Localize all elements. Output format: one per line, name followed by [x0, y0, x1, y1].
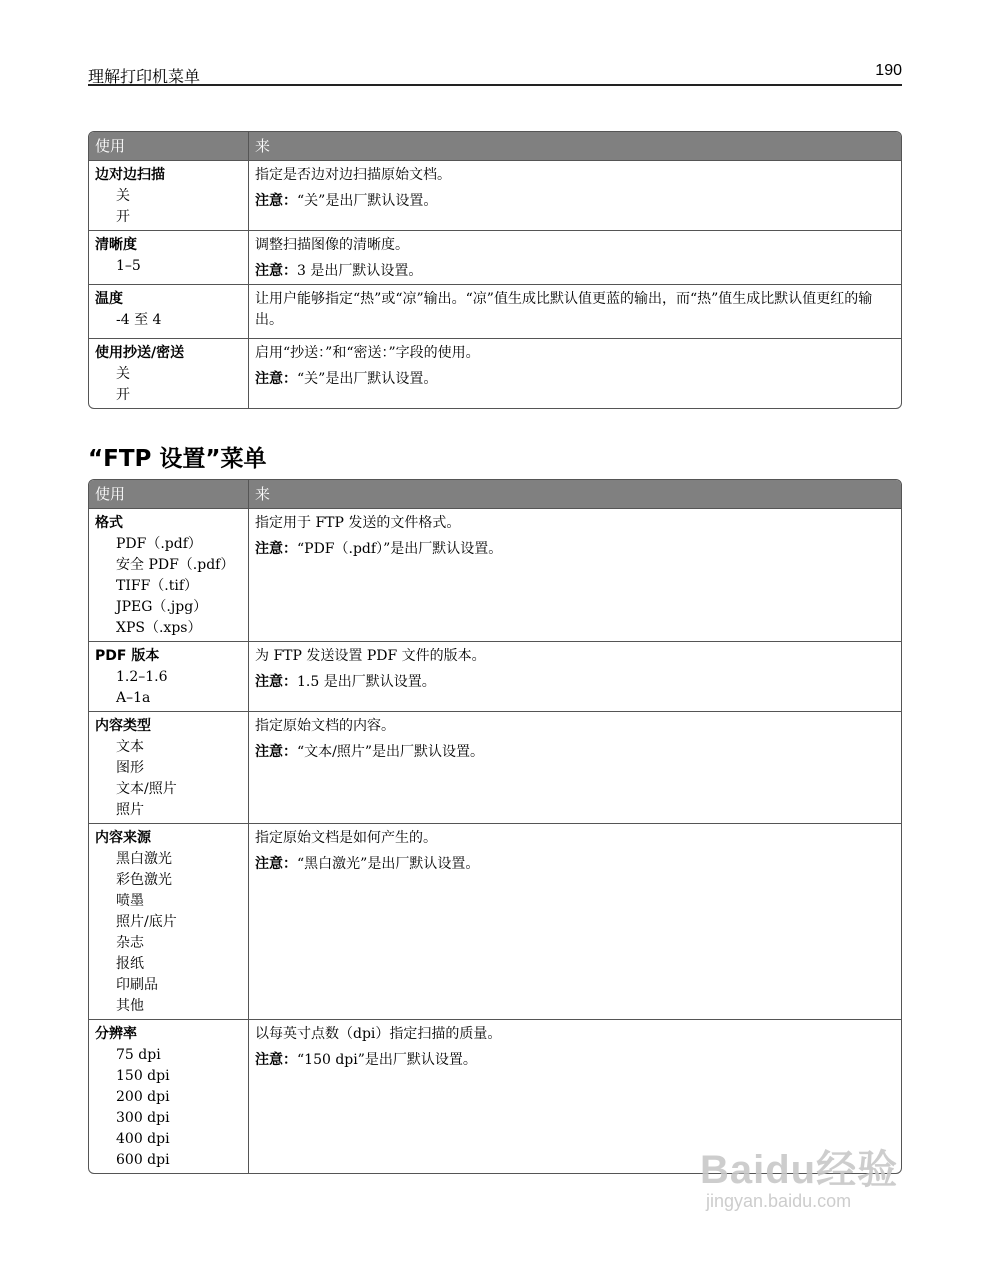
note-label: 注意： — [255, 744, 297, 760]
setting-option: 150 dpi — [116, 1068, 170, 1084]
setting-description: 指定是否边对边扫描原始文档。 — [255, 167, 451, 183]
setting-option: 文本 — [116, 739, 144, 755]
setting-option: 报纸 — [116, 956, 144, 972]
note-label: 注意： — [255, 193, 297, 209]
table-row — [89, 230, 901, 284]
setting-cell — [89, 642, 249, 711]
setting-option: 关 — [116, 188, 130, 204]
setting-note — [255, 854, 895, 875]
table-row — [89, 160, 901, 230]
setting-cell — [89, 824, 249, 1019]
table-row — [89, 641, 901, 711]
setting-option: 400 dpi — [116, 1131, 170, 1147]
setting-option: 600 dpi — [116, 1152, 170, 1168]
setting-option: 开 — [116, 387, 130, 403]
setting-label: 边对边扫描 — [95, 167, 165, 183]
description-cell — [249, 509, 901, 641]
setting-option: 关 — [116, 366, 130, 382]
column-header-use: 使用 — [89, 132, 249, 160]
setting-option: 安全 PDF（.pdf） — [116, 557, 235, 573]
column-header-to: 来 — [255, 137, 271, 155]
setting-option: TIFF（.tif） — [116, 578, 199, 594]
setting-label: 温度 — [95, 291, 123, 307]
setting-option: 200 dpi — [116, 1089, 170, 1105]
setting-description: 指定原始文档的内容。 — [255, 718, 395, 734]
settings-table-ftp — [88, 479, 902, 1174]
setting-option: 杂志 — [116, 935, 144, 951]
setting-label: 分辨率 — [95, 1026, 137, 1042]
table-header — [89, 480, 901, 508]
setting-option: 1.2–1.6 — [116, 669, 168, 685]
table-row — [89, 284, 901, 338]
note-label: 注意： — [255, 674, 297, 690]
watermark-url: jingyan.baidu.com — [706, 1191, 852, 1211]
setting-cell — [89, 509, 249, 641]
setting-option: 其他 — [116, 998, 144, 1014]
setting-description: 启用“抄送：”和“密送：”字段的使用。 — [255, 345, 480, 361]
setting-option: 喷墨 — [116, 893, 144, 909]
description-cell — [249, 231, 901, 284]
setting-option: 照片 — [116, 802, 144, 818]
setting-label: 内容类型 — [95, 718, 151, 734]
setting-option: 开 — [116, 209, 130, 225]
setting-cell — [89, 161, 249, 230]
setting-note — [255, 369, 895, 390]
note-text: “PDF（.pdf）”是出厂默认设置。 — [297, 541, 503, 557]
setting-option: 文本/照片 — [116, 781, 177, 797]
setting-description: 为 FTP 发送设置 PDF 文件的版本。 — [255, 648, 486, 664]
setting-label: 清晰度 — [95, 237, 137, 253]
setting-option: 1–5 — [116, 258, 141, 274]
setting-option: 300 dpi — [116, 1110, 170, 1126]
setting-option: 75 dpi — [116, 1047, 161, 1063]
chapter-title: 理解打印机菜单 — [88, 67, 201, 86]
setting-option: 印刷品 — [116, 977, 158, 993]
column-header-use: 使用 — [89, 480, 249, 508]
setting-description: 让用户能够指定“热”或“凉”输出。“凉”值生成比默认值更蓝的输出，而“热”值生成比默认值更红的输出。 — [255, 291, 873, 328]
description-cell — [249, 161, 901, 230]
setting-description: 指定用于 FTP 发送的文件格式。 — [255, 515, 461, 531]
setting-description: 指定原始文档是如何产生的。 — [255, 830, 437, 846]
setting-label: 使用抄送/密送 — [95, 345, 185, 361]
column-header-to: 来 — [255, 485, 271, 503]
setting-option: A–1a — [116, 690, 151, 706]
note-label: 注意： — [255, 541, 297, 557]
note-text: “黑白激光”是出厂默认设置。 — [297, 856, 480, 872]
description-cell — [249, 712, 901, 823]
page-header — [88, 62, 902, 86]
watermark — [700, 1138, 898, 1212]
note-text: 1.5 是出厂默认设置。 — [297, 674, 436, 690]
setting-option: PDF（.pdf） — [116, 536, 202, 552]
setting-note — [255, 539, 895, 560]
setting-description: 以每英寸点数（dpi）指定扫描的质量。 — [255, 1026, 502, 1042]
note-label: 注意： — [255, 371, 297, 387]
setting-option: -4 至 4 — [116, 312, 162, 328]
setting-option: 黑白激光 — [116, 851, 172, 867]
note-text: “关”是出厂默认设置。 — [297, 193, 438, 209]
setting-cell — [89, 285, 249, 338]
table-row — [89, 508, 901, 641]
setting-cell — [89, 231, 249, 284]
settings-table-scan — [88, 131, 902, 409]
description-cell — [249, 285, 901, 338]
setting-cell — [89, 1020, 249, 1173]
page-number: 190 — [875, 62, 902, 79]
setting-label: 格式 — [95, 515, 123, 531]
note-label: 注意： — [255, 856, 297, 872]
note-label: 注意： — [255, 1052, 297, 1068]
note-text: 3 是出厂默认设置。 — [297, 263, 423, 279]
setting-note — [255, 672, 895, 693]
setting-label: 内容来源 — [95, 830, 151, 846]
setting-option: XPS（.xps） — [116, 620, 202, 636]
note-text: “关”是出厂默认设置。 — [297, 371, 438, 387]
setting-option: 照片/底片 — [116, 914, 177, 930]
note-label: 注意： — [255, 263, 297, 279]
watermark-brand: Baidu经验 — [700, 1148, 899, 1192]
setting-cell — [89, 339, 249, 408]
table-row — [89, 711, 901, 823]
setting-label: PDF 版本 — [95, 648, 160, 664]
setting-cell — [89, 712, 249, 823]
setting-note — [255, 191, 895, 212]
note-text: “150 dpi”是出厂默认设置。 — [297, 1052, 477, 1068]
setting-note — [255, 742, 895, 763]
description-cell — [249, 642, 901, 711]
note-text: “文本/照片”是出厂默认设置。 — [297, 744, 485, 760]
table-header — [89, 132, 901, 160]
table-row — [89, 823, 901, 1019]
setting-option: JPEG（.jpg） — [116, 599, 208, 615]
description-cell — [249, 339, 901, 408]
section-title: “FTP 设置”菜单 — [88, 446, 267, 472]
setting-option: 图形 — [116, 760, 144, 776]
table-row — [89, 338, 901, 408]
setting-description: 调整扫描图像的清晰度。 — [255, 237, 409, 253]
description-cell — [249, 824, 901, 1019]
setting-option: 彩色激光 — [116, 872, 172, 888]
setting-note — [255, 261, 895, 282]
setting-note — [255, 1050, 895, 1071]
